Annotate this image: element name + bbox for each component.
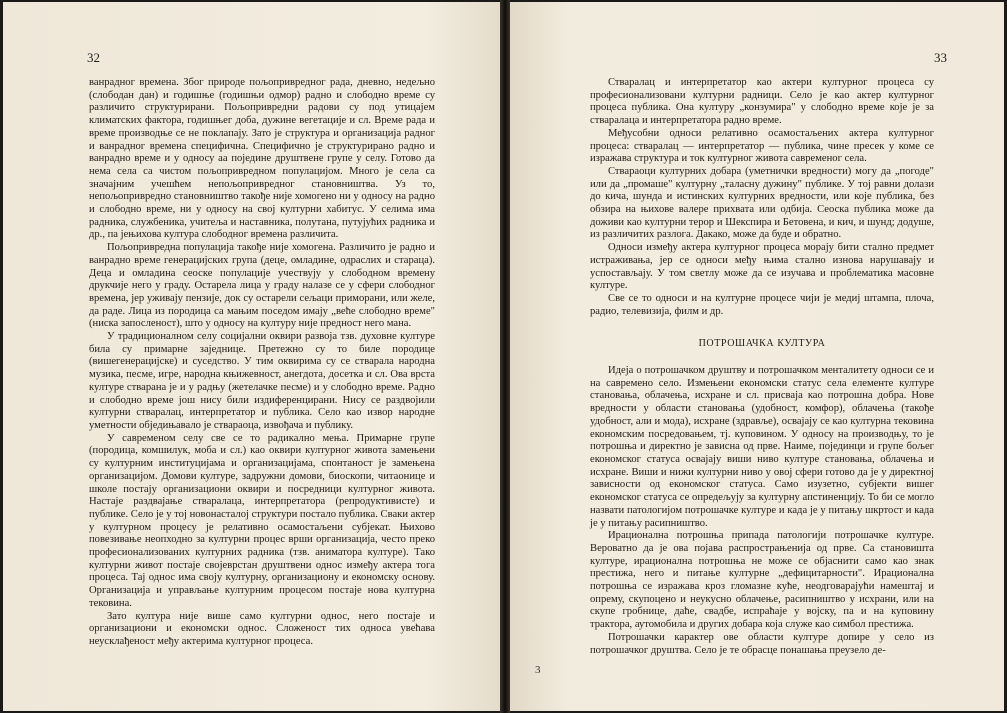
- paragraph: ванрадног времена. Због природе пољопривредног рада, дневно, недељно (слободан дан) и годишње (годишњи одмор) радно и слободно време су различито структурирани. Пољопривредни радови су под утицајем климатских фактора, годишњег доба, дужине вегетације и сл. Време рада и време производње се не поклапају. Зато је структура и организација радног и ванрадног времена специфична. Специфично је структурирано радно и ванрадно време и у односу аа поједине друштвене групе у селу. Готово да нема села са чистом пољопривредном популацијом. Много је села са значајним учешћем непољопривредног становништва. Уз то, непољопривредно становништво такође није хомогено ни у односу на радно и слободно време, ни у односу на свој културни хабитус. У селима има радника, службеника, учитеља и наставника, полутана, путујућих радника и др., па јењихова култура слободног времена различита.: [89, 77, 435, 241]
- footer-mark: 3: [535, 664, 541, 676]
- book-gutter: [500, 0, 510, 713]
- paragraph: Стваралац и интерпретатор као актери културног процеса су професионализовани културни радници. Село је као актер културног процеса публика. Она културу „конзумира" у слободно време које је за стваралаца и интерпретатора радно време.: [590, 77, 934, 127]
- right-page-text: [590, 77, 934, 657]
- paragraph: Међусобни односи релативно осамостаљених актера културног процеса: стваралац — интерпретатор — публика, чине пресек у коме се изражава структура и ток културног живота савременог села.: [590, 127, 934, 165]
- paragraph: Ирационална потрошња припада патологији потрошачке културе. Вероватно да је ова појава распрострањенија од прве. Са становишта културе, ирационална потрошња не може се објаснити само као знак престижа, него и питање културне „дефицитарности". Ирационална потрошња се изражава кроз гломазне куће, неодговарајући намештај и опрему, скупоцено и неукусно облачење, расипништво у исхрани, или на скупе гробнице, даће, свадбе, испраћаје у војску, па и на куповину трактора, аутомобила и других добара која служе као симбол престижа.: [590, 530, 934, 631]
- paragraph: Пољопривредна популација такође није хомогена. Различито је радно и ванрадно време генерацијских група (деце, омладине, одраслих и стараца). Деца и омладина сеоске популације учествују у слободном времену друкчије него у граду. Остарела лица у граду налазе се у сфери слободног времена, јер уживају пензије, док су остарели сељаци приморани, или желе, да раде. Лица из породица са мањим поседом имају „веће слободно време" (ниска запосленост), што у односу на културу није предност него мана.: [89, 242, 435, 330]
- paragraph: Све се то односи и на културне процесе чији је медиј штампа, плоча, радио, телевизија, филм и др.: [590, 292, 934, 317]
- paragraph: Идеја о потрошачком друштву и потрошачком менталитету односи се и на савремено село. Измењени економски статус села елементе културе становања, облачења, исхране и сл. присваја као потрошна добра. Нове вредности у области становања (удобност, комфор), облачења (такође удобност, али и мода), исхране (здравље), освајају се као културна тековина економским посредовањем, тј. куповином. У односу на производњу, то је потрошња и директно је зависна од прве. Наиме, појединци и групе бољег економског статуса освајају виши ниво културе становања, облачења и исхране. Виши и нижи културни ниво у овој сфери готово да је у директној зависности од економског статуса. Само изузетно, субјекти вишег економског статуса се опредељују за културну апстиненцију. То би се могло назвати патологијом потрошачке културе и када је у питању шкртост и када је у питању расипништво.: [590, 365, 934, 529]
- paragraph: У савременом селу све се то радикално мења. Примарне групе (породица, комшилук, моба и сл.) као оквири културног живота замењени су културним институцијама и организацијама, спонтаност је замењена организацијом. Домови културе, задружни домови, биоскопи, читаонице и школе постају организациони оквири и посредници културног живота. Настаје раздвајање стваралаца, интерпретатора (репродуктивисте) и публике. Село је у тој новонасталој структури постало публика. Сваки актер у културном процесу је релативно осамостаљени субјекат. Њихово повезивање неопходно за културни процес врши организација, често преко професионализованих културних радника (тзв. аниматора културе). Тако културни живот постаје својеврстан друштвени однос између актера тога процеса. Тај однос има своју културну, организациону и економску основу. Организација и управљање културним процесом постаје нова културна тековина.: [89, 432, 435, 609]
- right-page: [510, 2, 1004, 711]
- section-title: ПОТРОШАЧКА КУЛТУРА: [698, 338, 826, 350]
- page-number: 32: [87, 50, 100, 65]
- paragraph: У традиционалном селу социјални оквири развоја тзв. духовне културе била су примарне заједнице. Претежно су то биле породице (вишегенерацијске) и суседство. У тим оквирима су се стварала народна музика, песме, игре, народна књижевност, анегдота, досетка и сл. Ова врста културе стварана је и у радњу (жетелачке песме) и у слободно време. Радно и слободно време још нису били издиференцирани. Нису се раздвојили културни стваралац, интерпретатор и публика. Село као извор народне уметности обједињавало је ствараоца, извођача и публику.: [89, 331, 435, 431]
- left-page: [3, 2, 500, 711]
- paragraph: Ствараоци културних добара (уметнички вредности) могу да „погоде" или да „промаше" културну „таласну дужину" публике. У тој равни долази до кича, шунда и истинских културних вредности, или које публика, без обзира на њихове валере прихвата или одбија. Сеоска публика може да доживи као културни терор и Шекспира и Бетовена, и кич, и шунд; додуше, из различитих разлога. Дакако, може да буде и обратно.: [590, 165, 934, 241]
- paragraph: Зато култура није више само културни однос, него постаје и организациони и економски однос. Сложеност тих односа увећава неусклађеност међу актерима културног процеса.: [89, 610, 435, 647]
- page-number: 33: [934, 50, 947, 65]
- paragraph: Потрошачки карактер ове области културе допире у село из потрошачког друштва. Село је те обрасце понашања преузело де-: [590, 631, 934, 656]
- paragraph: Односи између актера културног процеса морају бити стално предмет истраживања, јер се односи међу њима стално изнова нарушавају и успостављају. У том светлу може да се изучава и проблематика масовне културе.: [590, 242, 934, 292]
- left-page-text: [89, 77, 435, 649]
